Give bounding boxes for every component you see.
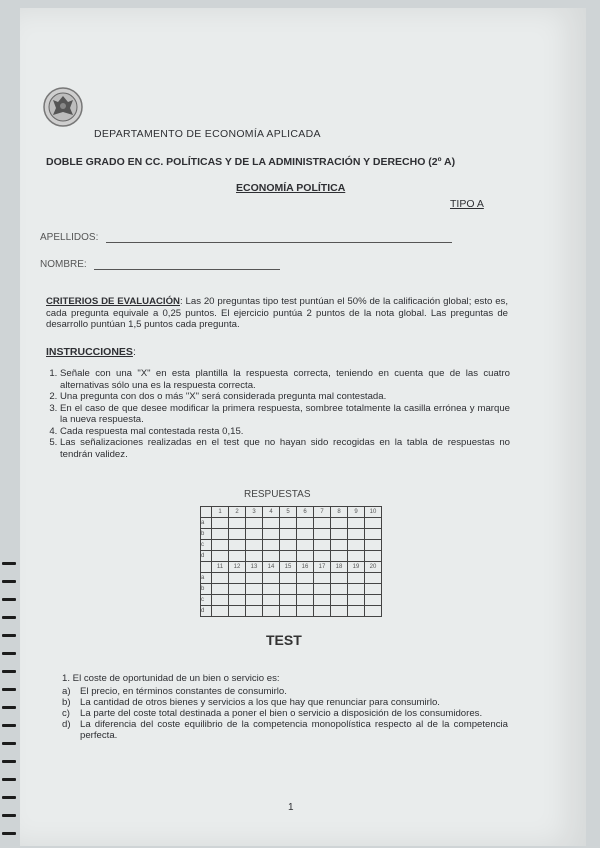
name-label: NOMBRE: (40, 259, 87, 270)
answer-checkbox-cell[interactable] (314, 595, 331, 606)
exam-sheet (20, 8, 586, 846)
answer-checkbox-cell[interactable] (246, 573, 263, 584)
answer-checkbox-cell[interactable] (331, 540, 348, 551)
answer-checkbox-cell[interactable] (212, 518, 229, 529)
answer-grid-row (201, 595, 382, 606)
question-number-cell: 15 (280, 562, 297, 573)
question-number-cell: 5 (280, 507, 297, 518)
instruction-item: 3. En el caso de que desee modificar la primera respuesta, sombree totalmente la casilla errónea y marque la nueva respuesta. (60, 403, 510, 426)
grid-corner-cell (201, 507, 212, 518)
answer-checkbox-cell[interactable] (280, 573, 297, 584)
option-letter-cell: c (201, 540, 212, 551)
option-letter-cell: a (201, 573, 212, 584)
department-name: DEPARTAMENTO DE ECONOMÍA APLICADA (94, 128, 321, 140)
option-letter-cell: d (201, 551, 212, 562)
answer-checkbox-cell[interactable] (246, 584, 263, 595)
answer-grid-header-row (201, 507, 382, 518)
answer-checkbox-cell[interactable] (246, 551, 263, 562)
option-d[interactable] (62, 719, 508, 741)
answer-checkbox-cell[interactable] (331, 518, 348, 529)
exam-type: TIPO A (450, 198, 484, 210)
answer-checkbox-cell[interactable] (365, 551, 382, 562)
answer-checkbox-cell[interactable] (263, 584, 280, 595)
question-number-cell: 8 (331, 507, 348, 518)
question-number-cell: 18 (331, 562, 348, 573)
grid-corner-cell (201, 562, 212, 573)
answers-title: RESPUESTAS (244, 489, 311, 500)
answer-checkbox-cell[interactable] (297, 540, 314, 551)
answer-checkbox-cell[interactable] (314, 518, 331, 529)
option-text: La cantidad de otros bienes y servicios a los que hay que renunciar para consumirlo. (80, 697, 440, 708)
surname-field[interactable] (106, 242, 452, 243)
answer-checkbox-cell[interactable] (314, 573, 331, 584)
answer-checkbox-cell[interactable] (212, 529, 229, 540)
answer-checkbox-cell[interactable] (246, 595, 263, 606)
answer-checkbox-cell[interactable] (365, 573, 382, 584)
answer-checkbox-cell[interactable] (314, 584, 331, 595)
answer-checkbox-cell[interactable] (297, 518, 314, 529)
question-number-cell: 13 (246, 562, 263, 573)
answer-checkbox-cell[interactable] (365, 540, 382, 551)
answer-checkbox-cell[interactable] (280, 584, 297, 595)
answer-checkbox-cell[interactable] (280, 606, 297, 617)
answer-checkbox-cell[interactable] (348, 529, 365, 540)
answer-checkbox-cell[interactable] (331, 551, 348, 562)
answer-checkbox-cell[interactable] (212, 595, 229, 606)
answer-grid (200, 506, 382, 617)
spiral-binding (0, 560, 20, 840)
option-text: La parte del coste total destinada a poner el bien o servicio a disposición de los consumidores. (80, 708, 483, 719)
option-a[interactable] (62, 686, 508, 697)
question-number-cell: 20 (365, 562, 382, 573)
answer-checkbox-cell[interactable] (297, 529, 314, 540)
question-1 (62, 673, 508, 741)
answer-checkbox-cell[interactable] (297, 584, 314, 595)
answer-checkbox-cell[interactable] (263, 573, 280, 584)
option-c[interactable] (62, 708, 508, 719)
answer-checkbox-cell[interactable] (365, 606, 382, 617)
answer-checkbox-cell[interactable] (331, 573, 348, 584)
answer-checkbox-cell[interactable] (314, 540, 331, 551)
answer-grid-row (201, 540, 382, 551)
answer-checkbox-cell[interactable] (331, 606, 348, 617)
answer-checkbox-cell[interactable] (365, 584, 382, 595)
evaluation-criteria (46, 296, 508, 331)
answer-checkbox-cell[interactable] (263, 529, 280, 540)
answer-checkbox-cell[interactable] (348, 518, 365, 529)
answer-checkbox-cell[interactable] (263, 540, 280, 551)
option-text: La diferencia del coste equilibrio de la competencia monopolística respecto al de la competencia perfecta. (80, 719, 508, 741)
answer-checkbox-cell[interactable] (280, 551, 297, 562)
option-text: El precio, en términos constantes de consumirlo. (80, 686, 287, 697)
option-b[interactable] (62, 697, 508, 708)
answer-checkbox-cell[interactable] (263, 606, 280, 617)
instruction-item: 5. Las señalizaciones realizadas en el test que no hayan sido recogidas en la tabla de respuestas no tendrán validez. (60, 437, 510, 460)
name-field[interactable] (94, 269, 280, 270)
university-crest-icon (42, 86, 84, 128)
answer-checkbox-cell[interactable] (348, 551, 365, 562)
answer-checkbox-cell[interactable] (229, 551, 246, 562)
instructions-colon: : (132, 346, 136, 358)
answer-checkbox-cell[interactable] (229, 606, 246, 617)
answer-grid-row (201, 518, 382, 529)
option-letter-cell: b (201, 584, 212, 595)
answer-checkbox-cell[interactable] (229, 540, 246, 551)
answer-checkbox-cell[interactable] (314, 606, 331, 617)
question-number-cell: 6 (297, 507, 314, 518)
answer-grid-row (201, 551, 382, 562)
answer-checkbox-cell[interactable] (246, 606, 263, 617)
question-number-cell: 4 (263, 507, 280, 518)
answer-checkbox-cell[interactable] (297, 573, 314, 584)
answer-checkbox-cell[interactable] (263, 551, 280, 562)
answer-checkbox-cell[interactable] (365, 518, 382, 529)
answer-checkbox-cell[interactable] (246, 540, 263, 551)
answer-checkbox-cell[interactable] (246, 518, 263, 529)
option-letter-cell: b (201, 529, 212, 540)
question-text: 1. El coste de oportunidad de un bien o servicio es: (62, 673, 280, 684)
option-letter-cell: d (201, 606, 212, 617)
question-number-cell: 11 (212, 562, 229, 573)
instructions-heading-row (46, 346, 136, 358)
question-number-cell: 7 (314, 507, 331, 518)
answer-checkbox-cell[interactable] (297, 551, 314, 562)
question-number-cell: 12 (229, 562, 246, 573)
answer-checkbox-cell[interactable] (348, 573, 365, 584)
answer-grid-header-row (201, 562, 382, 573)
question-number-cell: 3 (246, 507, 263, 518)
answer-checkbox-cell[interactable] (348, 606, 365, 617)
instructions-heading: INSTRUCCIONES (46, 346, 133, 358)
instruction-item: 1. Señale con una "X" en esta plantilla la respuesta correcta, teniendo en cuenta que de las cuatro alternativas sólo una es la respuesta correcta. (60, 368, 510, 391)
question-number-cell: 17 (314, 562, 331, 573)
test-title: TEST (266, 632, 302, 648)
answer-checkbox-cell[interactable] (246, 529, 263, 540)
option-letter-cell: c (201, 595, 212, 606)
option-letter: a) (62, 686, 71, 697)
question-number-cell: 10 (365, 507, 382, 518)
answer-checkbox-cell[interactable] (263, 595, 280, 606)
answer-checkbox-cell[interactable] (331, 595, 348, 606)
option-letter: b) (62, 697, 71, 708)
answer-checkbox-cell[interactable] (280, 529, 297, 540)
answer-checkbox-cell[interactable] (229, 595, 246, 606)
answer-checkbox-cell[interactable] (229, 584, 246, 595)
question-number-cell: 1 (212, 507, 229, 518)
subject-title: ECONOMÍA POLÍTICA (236, 182, 346, 194)
criteria-heading: CRITERIOS DE EVALUACIÓN (46, 296, 180, 307)
answer-grid-row (201, 529, 382, 540)
question-number-cell: 9 (348, 507, 365, 518)
answer-checkbox-cell[interactable] (348, 595, 365, 606)
answer-checkbox-cell[interactable] (331, 529, 348, 540)
answer-checkbox-cell[interactable] (348, 540, 365, 551)
answer-checkbox-cell[interactable] (280, 595, 297, 606)
instruction-item: 2. Una pregunta con dos o más "X" será considerada pregunta mal contestada. (60, 391, 510, 403)
answer-checkbox-cell[interactable] (314, 551, 331, 562)
criteria-text: : Las 20 preguntas tipo test puntúan el 50% de la calificación global; esto es, cada pregunta equivale a 0,25 puntos. El ejercicio puntúa 2 puntos de la nota global. Las preguntas de desarrollo puntúan 1,5 puntos cada pregunta. (46, 296, 509, 330)
instructions-list (44, 368, 510, 460)
option-letter: d) (62, 719, 71, 730)
question-number-cell: 2 (229, 507, 246, 518)
surname-label: APELLIDOS: (40, 232, 99, 243)
question-number-cell: 16 (297, 562, 314, 573)
answer-grid-row (201, 606, 382, 617)
answer-checkbox-cell[interactable] (212, 606, 229, 617)
answer-grid-row (201, 584, 382, 595)
answer-checkbox-cell[interactable] (280, 518, 297, 529)
answer-checkbox-cell[interactable] (229, 518, 246, 529)
answer-checkbox-cell[interactable] (212, 573, 229, 584)
answer-grid-row (201, 573, 382, 584)
answer-checkbox-cell[interactable] (297, 595, 314, 606)
option-letter: c) (62, 708, 70, 719)
question-number-cell: 19 (348, 562, 365, 573)
answer-checkbox-cell[interactable] (263, 518, 280, 529)
answer-checkbox-cell[interactable] (365, 529, 382, 540)
answer-checkbox-cell[interactable] (212, 540, 229, 551)
page-number: 1 (288, 802, 294, 813)
option-letter-cell: a (201, 518, 212, 529)
answer-checkbox-cell[interactable] (280, 540, 297, 551)
answer-checkbox-cell[interactable] (348, 584, 365, 595)
degree-title: DOBLE GRADO EN CC. POLÍTICAS Y DE LA ADMINISTRACIÓN Y DERECHO (2º A) (46, 156, 456, 168)
answer-checkbox-cell[interactable] (212, 551, 229, 562)
answer-checkbox-cell[interactable] (297, 606, 314, 617)
answer-checkbox-cell[interactable] (331, 584, 348, 595)
answer-checkbox-cell[interactable] (229, 573, 246, 584)
answer-checkbox-cell[interactable] (229, 529, 246, 540)
answer-checkbox-cell[interactable] (314, 529, 331, 540)
instruction-item: 4. Cada respuesta mal contestada resta 0,15. (60, 426, 510, 438)
answer-checkbox-cell[interactable] (212, 584, 229, 595)
question-number-cell: 14 (263, 562, 280, 573)
answer-checkbox-cell[interactable] (365, 595, 382, 606)
